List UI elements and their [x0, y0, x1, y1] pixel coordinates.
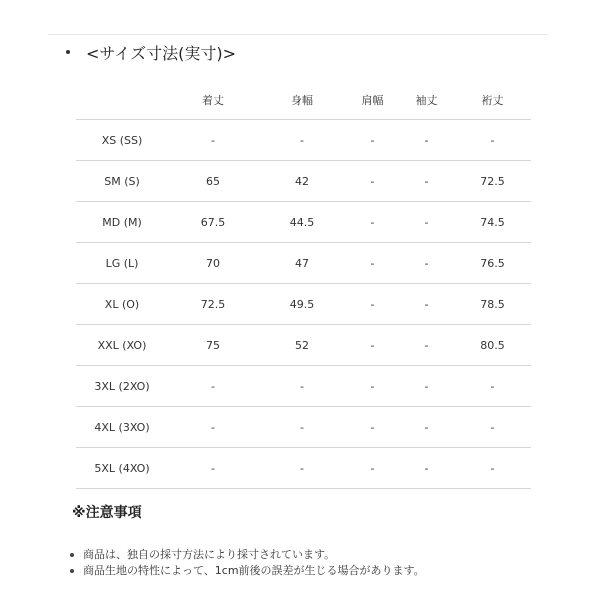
size-label: 5XL (4XO) — [76, 448, 168, 489]
bullet-icon — [70, 553, 74, 557]
table-cell: 52 — [258, 325, 346, 366]
table-cell: 49.5 — [258, 284, 346, 325]
size-label: SM (S) — [76, 161, 168, 202]
table-cell: 72.5 — [454, 161, 531, 202]
table-cell: 47 — [258, 243, 346, 284]
column-header-shoulder: 肩幅 — [346, 80, 399, 120]
table-cell: 44.5 — [258, 202, 346, 243]
size-label: XXL (XO) — [76, 325, 168, 366]
size-label: MD (M) — [76, 202, 168, 243]
table-cell: - — [399, 325, 454, 366]
note-text: 商品生地の特性によって、1cm前後の誤差が生じる場合があります。 — [83, 564, 425, 577]
table-cell: 75 — [168, 325, 258, 366]
table-cell: - — [168, 120, 258, 161]
table-cell: - — [346, 407, 399, 448]
table-cell: 78.5 — [454, 284, 531, 325]
table-cell: - — [399, 448, 454, 489]
table-cell: - — [168, 407, 258, 448]
table-row — [76, 202, 531, 243]
table-cell: - — [399, 284, 454, 325]
column-header-size — [76, 80, 168, 120]
table-row — [76, 448, 531, 489]
bullet-icon — [70, 569, 74, 573]
table-cell: 65 — [168, 161, 258, 202]
table-row — [76, 161, 531, 202]
table-cell: 70 — [168, 243, 258, 284]
section-title-text: <サイズ寸法(実寸)> — [86, 43, 237, 63]
table-cell: - — [258, 120, 346, 161]
column-header-length: 着丈 — [168, 80, 258, 120]
table-cell: - — [346, 284, 399, 325]
table-cell: - — [346, 202, 399, 243]
table-cell: - — [399, 202, 454, 243]
table-cell: - — [454, 120, 531, 161]
table-cell: - — [454, 448, 531, 489]
column-header-yuki: 裄丈 — [454, 80, 531, 120]
section-title — [66, 40, 236, 64]
table-header-row — [76, 80, 531, 120]
table-cell: - — [346, 325, 399, 366]
table-cell: - — [346, 366, 399, 407]
note-text: 商品は、独自の採寸方法により採寸されています。 — [83, 548, 336, 561]
table-cell: - — [258, 366, 346, 407]
table-row — [76, 407, 531, 448]
table-cell: 42 — [258, 161, 346, 202]
table-cell: - — [346, 120, 399, 161]
table-cell: - — [346, 161, 399, 202]
list-item — [70, 547, 425, 563]
table-row — [76, 243, 531, 284]
table-cell: - — [399, 366, 454, 407]
table-cell: - — [346, 448, 399, 489]
table-row — [76, 325, 531, 366]
table-row — [76, 120, 531, 161]
table-cell: - — [399, 243, 454, 284]
table-cell: 76.5 — [454, 243, 531, 284]
notes-title: ※注意事項 — [72, 505, 142, 521]
column-header-width: 身幅 — [258, 80, 346, 120]
table-row — [76, 366, 531, 407]
table-cell: - — [168, 366, 258, 407]
table-cell: - — [258, 448, 346, 489]
table-cell: 72.5 — [168, 284, 258, 325]
table-cell: - — [346, 243, 399, 284]
size-label: LG (L) — [76, 243, 168, 284]
column-header-sleeve: 袖丈 — [399, 80, 454, 120]
size-label: XL (O) — [76, 284, 168, 325]
table-cell: - — [399, 120, 454, 161]
size-label: 4XL (3XO) — [76, 407, 168, 448]
notes-list — [70, 547, 425, 579]
table-cell: 67.5 — [168, 202, 258, 243]
size-table — [76, 80, 531, 489]
table-cell: - — [399, 407, 454, 448]
bullet-icon — [66, 50, 70, 54]
top-divider — [48, 34, 548, 35]
size-label: XS (SS) — [76, 120, 168, 161]
size-label: 3XL (2XO) — [76, 366, 168, 407]
table-cell: 74.5 — [454, 202, 531, 243]
table-row — [76, 284, 531, 325]
table-cell: - — [258, 407, 346, 448]
list-item — [70, 563, 425, 579]
table-cell: 80.5 — [454, 325, 531, 366]
table-cell: - — [454, 366, 531, 407]
table-cell: - — [168, 448, 258, 489]
table-cell: - — [399, 161, 454, 202]
table-cell: - — [454, 407, 531, 448]
